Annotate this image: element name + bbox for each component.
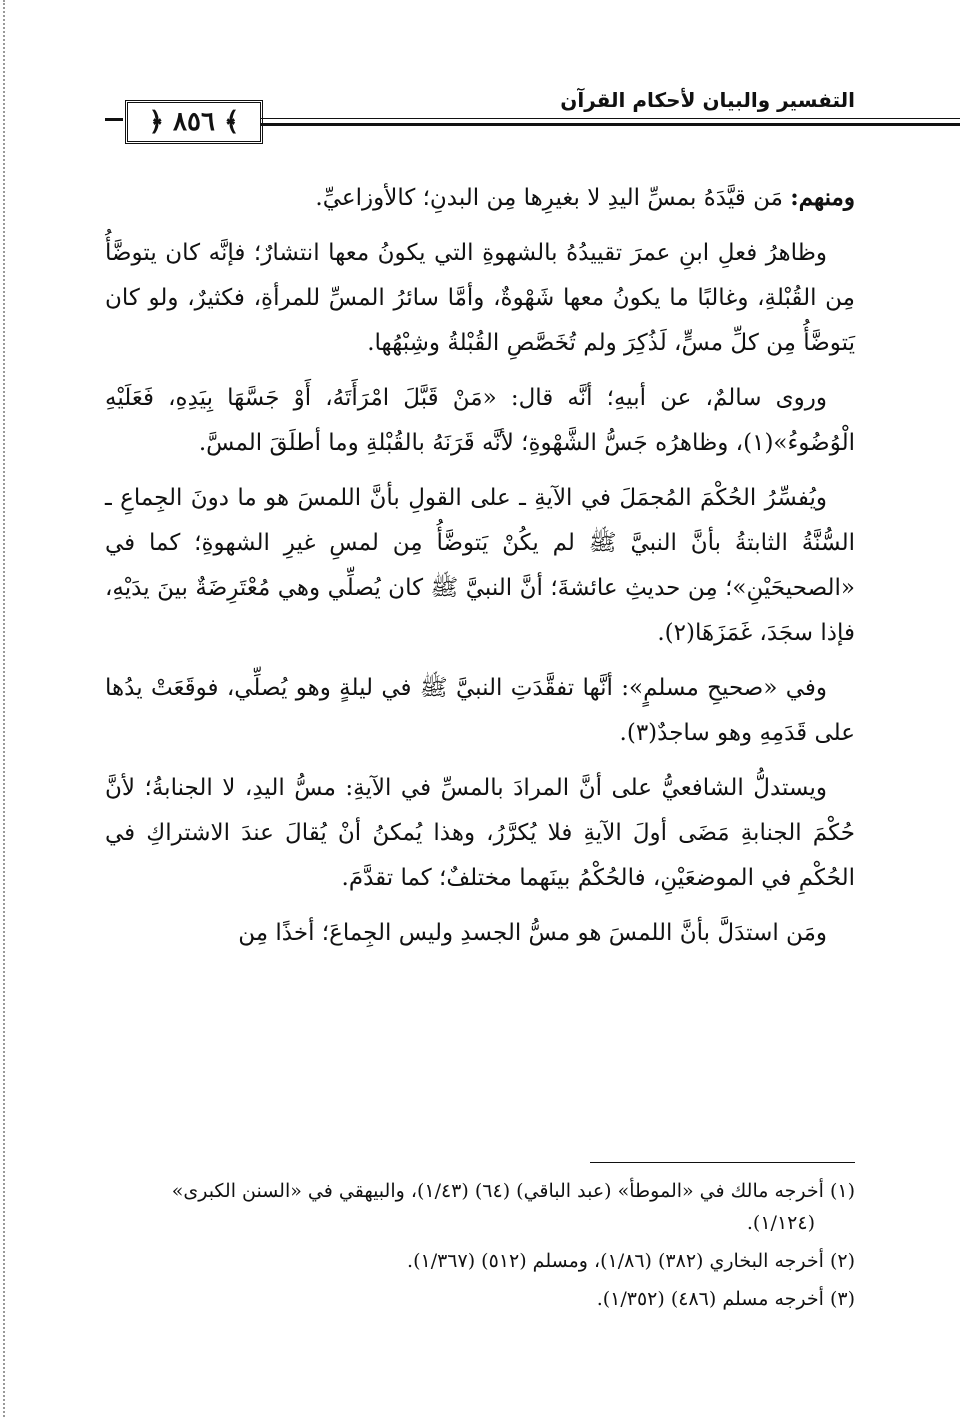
footnote-number: (١) [829, 1180, 855, 1202]
page-edge-line [3, 0, 5, 1417]
footnote-text: أخرجه مالك في «الموطأ» (عبد الباقي) (٦٤) (١/٤٣)، والبيهقي في «السنن الكبرى» [171, 1180, 824, 1202]
paragraph-2: وظاهرُ فعلِ ابنِ عمرَ تقييدُهُ بالشهوةِ التي يكونُ معها انتشارٌ؛ فإنَّه كان يتوضَّأُ مِن القُبْلةِ، وغالبًا ما يكونُ معها شَهْوةٌ، وأمَّا سائرُ المسِّ للمرأةِ، فكثيرٌ، ولو كان يَتوضَّأُ مِن كلِّ مسٍّ، لَذُكِرَ ولم تُخَصَّصِ القُبْلةُ وشِبْهُها. [105, 240, 855, 356]
paragraph-6: ويستدلُّ الشافعيُّ على أنَّ المرادَ بالمسِّ في الآيةِ: مسُّ اليدِ، لا الجنابةُ؛ لأنَّ حُكْمَ الجنابةِ مَضَى أولَ الآيةِ فلا يُكرَّرُ، وهذا يُمكنُ أنْ يُقالَ عندَ الاشتراكِ في الحُكْمِ في الموضعَيْنِ، فالحُكْمُ بينَهما مختلفٌ؛ كما تقدَّمَ. [105, 775, 856, 891]
page-header [105, 88, 855, 148]
paragraph-7: ومَن استدَلَّ بأنَّ اللمسَ هو مسُّ الجسدِ وليس الجِماعَ؛ أخذًا مِن [238, 920, 827, 946]
footnote-text: أخرجه مسلم (٤٨٦) (١/٣٥٢). [596, 1288, 824, 1310]
paragraph-5: وفي «صحيحِ مسلمٍ»: أنَّها تفقَّدَتِ النبيَّ ﷺ في ليلةٍ وهو يُصلِّي، فوقَعَتْ يدُها على قَدَمِهِ وهو ساجدٌ(٣). [105, 675, 855, 746]
footnote-2 [105, 1245, 855, 1277]
header-rule-left [105, 118, 123, 121]
footnote-3 [105, 1283, 855, 1315]
footnote-number: (٣) [829, 1288, 855, 1310]
footnote-number: (٢) [829, 1250, 855, 1272]
paragraph-3: وروى سالمٌ، عن أبيهِ؛ أنَّه قال: «مَنْ قَبَّلَ امْرَأَتَهُ، أَوْ جَسَّهَا بِيَدِهِ، فَعَلَيْهِ الْوُضُوءُ»(١)، وظاهرُه جَسُّ الشَّهْوةِ؛ لأنَّه قَرَنَهُ بالقُبْلةِ وما أطلَقَ المسَّ. [105, 385, 855, 456]
paragraph-4: ويُفسِّرُ الحُكْمَ المُجمَلَ في الآيةِ ـ على القولِ بأنَّ اللمسَ هو ما دونَ الجِماعِ ـ السُّنَّةُ الثابتةُ بأنَّ النبيَّ ﷺ لم يكُنْ يَتوضَّأُ مِن لمسِ غيرِ الشهوةِ؛ كما في «الصحيحَيْنِ»؛ مِن حديثِ عائشةَ؛ أنَّ النبيَّ ﷺ كان يُصلِّي وهي مُعْتَرِضَةٌ بينَ يدَيْهِ، فإذا سجَدَ، غَمَزَهَا(٢). [105, 485, 855, 646]
footnote-text: أخرجه البخاري (٣٨٢) (١/٨٦)، ومسلم (٥١٢) (١/٣٦٧). [407, 1250, 824, 1272]
page-number: ﴿ ٨٥٦ ﴾ [125, 100, 263, 144]
header-rule-thin [260, 118, 960, 119]
paragraph-lead: ومنهم: [790, 184, 855, 211]
header-rule-thick [260, 123, 960, 126]
footnote-continuation: (١/١٢٤). [746, 1212, 815, 1234]
footnote-separator [590, 1162, 855, 1163]
paragraph-text: مَن قيَّدَهُ بمسِّ اليدِ لا بغيرِها مِن البدنِ؛ كالأوزاعيِّ. [315, 185, 791, 211]
footnotes [105, 1175, 855, 1321]
main-text [105, 175, 855, 966]
book-title: التفسير والبيان لأحكام القرآن [560, 88, 855, 112]
footnote-1 [105, 1175, 855, 1239]
paragraph-1 [105, 175, 855, 221]
